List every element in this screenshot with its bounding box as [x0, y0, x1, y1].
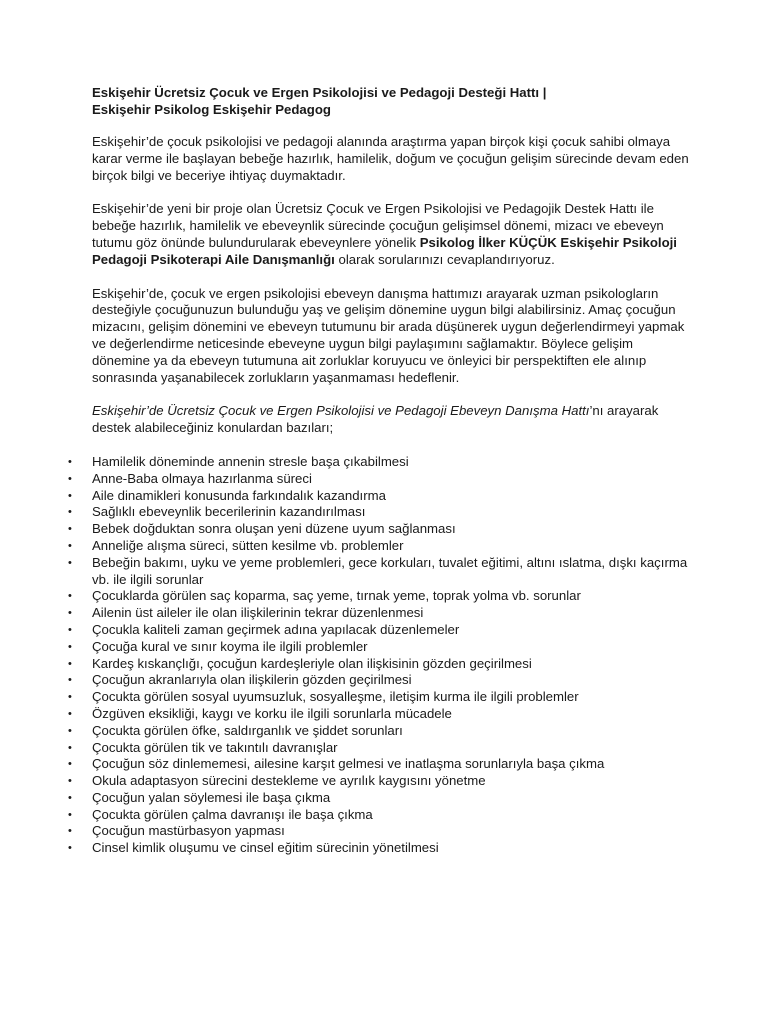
topics-intro-italic: Eskişehir’de Ücretsiz Çocuk ve Ergen Psikolojisi ve Pedagoji Ebeveyn Danışma Hattı [92, 403, 590, 419]
list-item: • Çocuklarda görülen saç koparma, saç yeme, tırnak yeme, toprak yolma vb. sorunlar [68, 588, 692, 605]
list-item: • Çocukta görülen öfke, saldırganlık ve şiddet sorunları [68, 723, 692, 740]
paragraph-hotline: Eskişehir’de, çocuk ve ergen psikolojisi ebeveyn danışma hattımızı arayarak uzman psikologların desteğiyle çocuğunuzun bulunduğu yaş ve gelişim dönemine uygun bilgi alabilirsiniz. Amaç çocuğun mizacını, gelişim dönemini ve ebeveyn tutumunu bir arada düşünerek uygun değerlendirmeyi yapmak ve değerlendirme neticesinde ebeveyne uygun bilgi paylaşımını sağlamaktır. Böylece gelişim dönemine ya da ebeveyn tutumuna ait zorluklar koruyucu ve önleyici bir perspektiften ele alınıp sonrasında yaşanabilecek zorlukların yaşanmaması hedeflenir. [92, 285, 685, 385]
list-item: • Çocukla kaliteli zaman geçirmek adına yapılacak düzenlemeler [68, 622, 692, 639]
paragraph-project [92, 201, 692, 268]
document-page [92, 84, 692, 857]
list-item: • Bebeğin bakımı, uyku ve yeme problemleri, gece korkuları, tuvalet eğitimi, altını ıslatma, dışkı kaçırma vb. ile ilgili sorunlar [68, 555, 692, 589]
paragraph-project-text: Eskişehir’de yeni bir proje olan Ücretsiz Çocuk ve Ergen Psikolojisi ve Pedagojik Destek Hattı ile bebeğe hazırlık, hamilelik ve ebeveynlik sürecinde çocuğun gelişimsel dönemi, mizacı ve ebeveyn tutumu göz önünde bulundurularak ebeveynlere yönelik [92, 201, 664, 250]
list-item: • Özgüven eksikliği, kaygı ve korku ile ilgili sorunlarla mücadele [68, 706, 692, 723]
title-line-2: Eskişehir Psikolog Eskişehir Pedagog [92, 102, 331, 117]
list-item: • Bebek doğduktan sonra oluşan yeni düzene uyum sağlanması [68, 521, 692, 538]
list-item: • Okula adaptasyon sürecini destekleme ve ayrılık kaygısını yönetme [68, 773, 692, 790]
list-item: • Ailenin üst aileler ile olan ilişkilerinin tekrar düzenlenmesi [68, 605, 692, 622]
list-item: • Çocuğun söz dinlememesi, ailesine karşıt gelmesi ve inatlaşma sorunlarıyla başa çıkma [68, 756, 692, 773]
topics-intro-tail: ’nı arayarak destek alabileceğiniz konulardan bazıları; [92, 403, 659, 436]
list-item: • Çocuğun mastürbasyon yapması [68, 823, 692, 840]
list-item: • Sağlıklı ebeveynlik becerilerinin kazandırılması [68, 504, 692, 521]
document-title [92, 84, 692, 118]
list-item: • Anne-Baba olmaya hazırlanma süreci [68, 471, 692, 488]
list-item: • Çocuğa kural ve sınır koyma ile ilgili problemler [68, 639, 692, 656]
paragraph-topics-intro [92, 403, 692, 437]
title-line-1: Eskişehir Ücretsiz Çocuk ve Ergen Psikolojisi ve Pedagoji Desteği Hattı | [92, 85, 547, 100]
list-item: • Çocuğun akranlarıyla olan ilişkilerin gözden geçirilmesi [68, 672, 692, 689]
topics-list [68, 454, 692, 857]
paragraph-project-bold: Psikolog İlker KÜÇÜK Eskişehir Psikoloji Pedagoji Psikoterapi Aile Danışmanlığı [92, 234, 677, 267]
list-item: • Çocukta görülen çalma davranışı ile başa çıkma [68, 807, 692, 824]
list-item: • Anneliğe alışma süreci, sütten kesilme vb. problemler [68, 538, 692, 555]
paragraph-project-tail: olarak sorularınızı cevaplandırıyoruz. [338, 251, 555, 267]
list-item: • Aile dinamikleri konusunda farkındalık kazandırma [68, 488, 692, 505]
list-item: • Çocukta görülen tik ve takıntılı davranışlar [68, 740, 692, 757]
list-item: • Cinsel kimlik oluşumu ve cinsel eğitim sürecinin yönetilmesi [68, 840, 692, 857]
list-item: • Kardeş kıskançlığı, çocuğun kardeşleriyle olan ilişkisinin gözden geçirilmesi [68, 656, 692, 673]
list-item: • Çocuğun yalan söylemesi ile başa çıkma [68, 790, 692, 807]
list-item: • Hamilelik döneminde annenin stresle başa çıkabilmesi [68, 454, 692, 471]
paragraph-intro: Eskişehir’de çocuk psikolojisi ve pedagoji alanında araştırma yapan birçok kişi çocuk sahibi olmaya karar verme ile başlayan bebeğe hazırlık, hamilelik, doğum ve çocuğun gelişim sürecinde devam eden birçok bilgi ve beceriye ihtiyaç duymaktadır. [92, 134, 689, 183]
list-item: • Çocukta görülen sosyal uyumsuzluk, sosyalleşme, iletişim kurma ile ilgili problemler [68, 689, 692, 706]
